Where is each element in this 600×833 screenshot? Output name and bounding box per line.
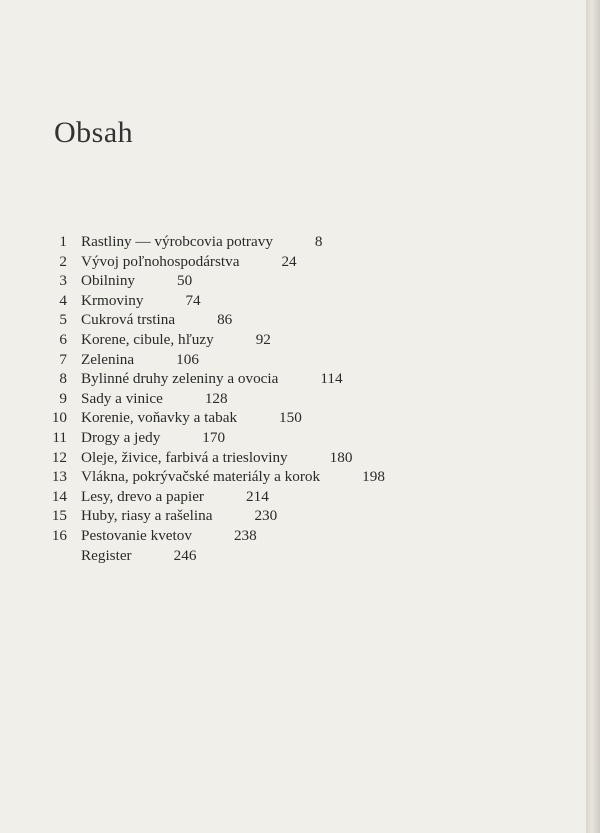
toc-entry-page: 170 xyxy=(202,429,226,446)
toc-entry-title: Zelenina xyxy=(81,350,135,368)
toc-entry-number: 15 xyxy=(51,507,67,525)
toc-entry-number: 2 xyxy=(59,252,67,270)
toc-entry-page: 92 xyxy=(255,331,271,348)
toc-entry-page: 106 xyxy=(176,350,199,368)
toc-entry-title: Bylinné druhy zeleniny a ovocia xyxy=(81,370,279,388)
toc-entry-title: Lesy, drevo a papier xyxy=(81,487,204,505)
toc-entry-number: 11 xyxy=(52,429,67,446)
toc-entry-title: Sady a vinice xyxy=(81,389,163,407)
toc-entry-number: 13 xyxy=(51,468,67,486)
toc-entry-title: Drogy a jedy xyxy=(81,429,161,446)
toc-entry-number: 14 xyxy=(51,487,67,505)
toc-entry-number: 4 xyxy=(59,291,67,309)
toc-entry-page: 230 xyxy=(254,507,278,525)
toc-entry-title: Huby, riasy a rašelina xyxy=(81,507,213,525)
toc-entry-page: 128 xyxy=(204,389,228,407)
toc-entry xyxy=(0,389,586,409)
page-title: Obsah xyxy=(54,116,134,149)
toc-entry xyxy=(0,408,586,428)
toc-entry-title: Oleje, živice, farbivá a triesloviny xyxy=(81,448,288,466)
toc-entry-page: 114 xyxy=(320,370,343,388)
toc-entry-title: Vlákna, pokrývačské materiály a korok xyxy=(81,468,321,486)
toc-entry-page: 74 xyxy=(185,291,201,309)
toc-entry-page: 214 xyxy=(246,487,269,505)
toc-entry-page: 238 xyxy=(233,527,257,544)
toc-entry-title: Vývoj poľnohospodárstva xyxy=(81,252,240,270)
toc-entry-number: 8 xyxy=(59,370,67,388)
toc-entry xyxy=(0,487,586,507)
toc-entry-title: Korenie, voňavky a tabak xyxy=(81,409,238,427)
toc-entry xyxy=(0,350,586,370)
toc-entry-page: 150 xyxy=(279,409,302,427)
toc-entry xyxy=(0,448,586,468)
toc-entry-number: 7 xyxy=(59,350,67,368)
toc-entry-number: 16 xyxy=(51,527,67,544)
toc-entry-number: 6 xyxy=(59,331,67,348)
toc-entry xyxy=(0,330,586,350)
page-edge xyxy=(586,0,600,833)
toc-entry-number: 12 xyxy=(51,448,67,466)
toc-entry-number: 5 xyxy=(59,311,67,329)
toc-entry xyxy=(0,506,586,526)
toc-entry-title: Pestovanie kvetov xyxy=(81,527,192,544)
toc-entry-title: Krmoviny xyxy=(81,291,144,309)
toc-entry-number: 10 xyxy=(51,409,67,427)
toc-entry xyxy=(0,310,586,330)
toc-entry xyxy=(0,369,586,389)
toc-entry-number: 3 xyxy=(59,272,67,290)
toc-entry xyxy=(0,526,586,546)
toc-entry-number: 1 xyxy=(59,233,67,250)
toc-entry xyxy=(0,271,586,291)
toc-entry-title: Rastliny — výrobcovia potravy xyxy=(81,233,273,250)
toc-entry-page: 50 xyxy=(177,272,193,290)
toc-entry xyxy=(0,467,586,487)
toc-entry-page: 86 xyxy=(217,311,233,329)
toc-entry-title: Korene, cibule, hľuzy xyxy=(81,331,214,348)
toc-entry-number: 9 xyxy=(59,389,67,407)
toc-entry xyxy=(0,546,586,566)
toc-entry xyxy=(0,428,586,448)
toc-entry-page: 198 xyxy=(362,468,385,486)
toc-entry xyxy=(0,252,586,272)
toc-entry xyxy=(0,291,586,311)
toc-entry-title: Register xyxy=(81,546,132,564)
toc-entry-page: 24 xyxy=(281,252,297,270)
toc-entry-page: 246 xyxy=(173,546,197,564)
toc-entry xyxy=(0,232,586,252)
toc-entry-page: 180 xyxy=(329,448,353,466)
toc-entry-title: Obilniny xyxy=(81,272,136,290)
toc-entry-page: 8 xyxy=(314,233,323,250)
toc-entry-title: Cukrová trstina xyxy=(81,311,176,329)
